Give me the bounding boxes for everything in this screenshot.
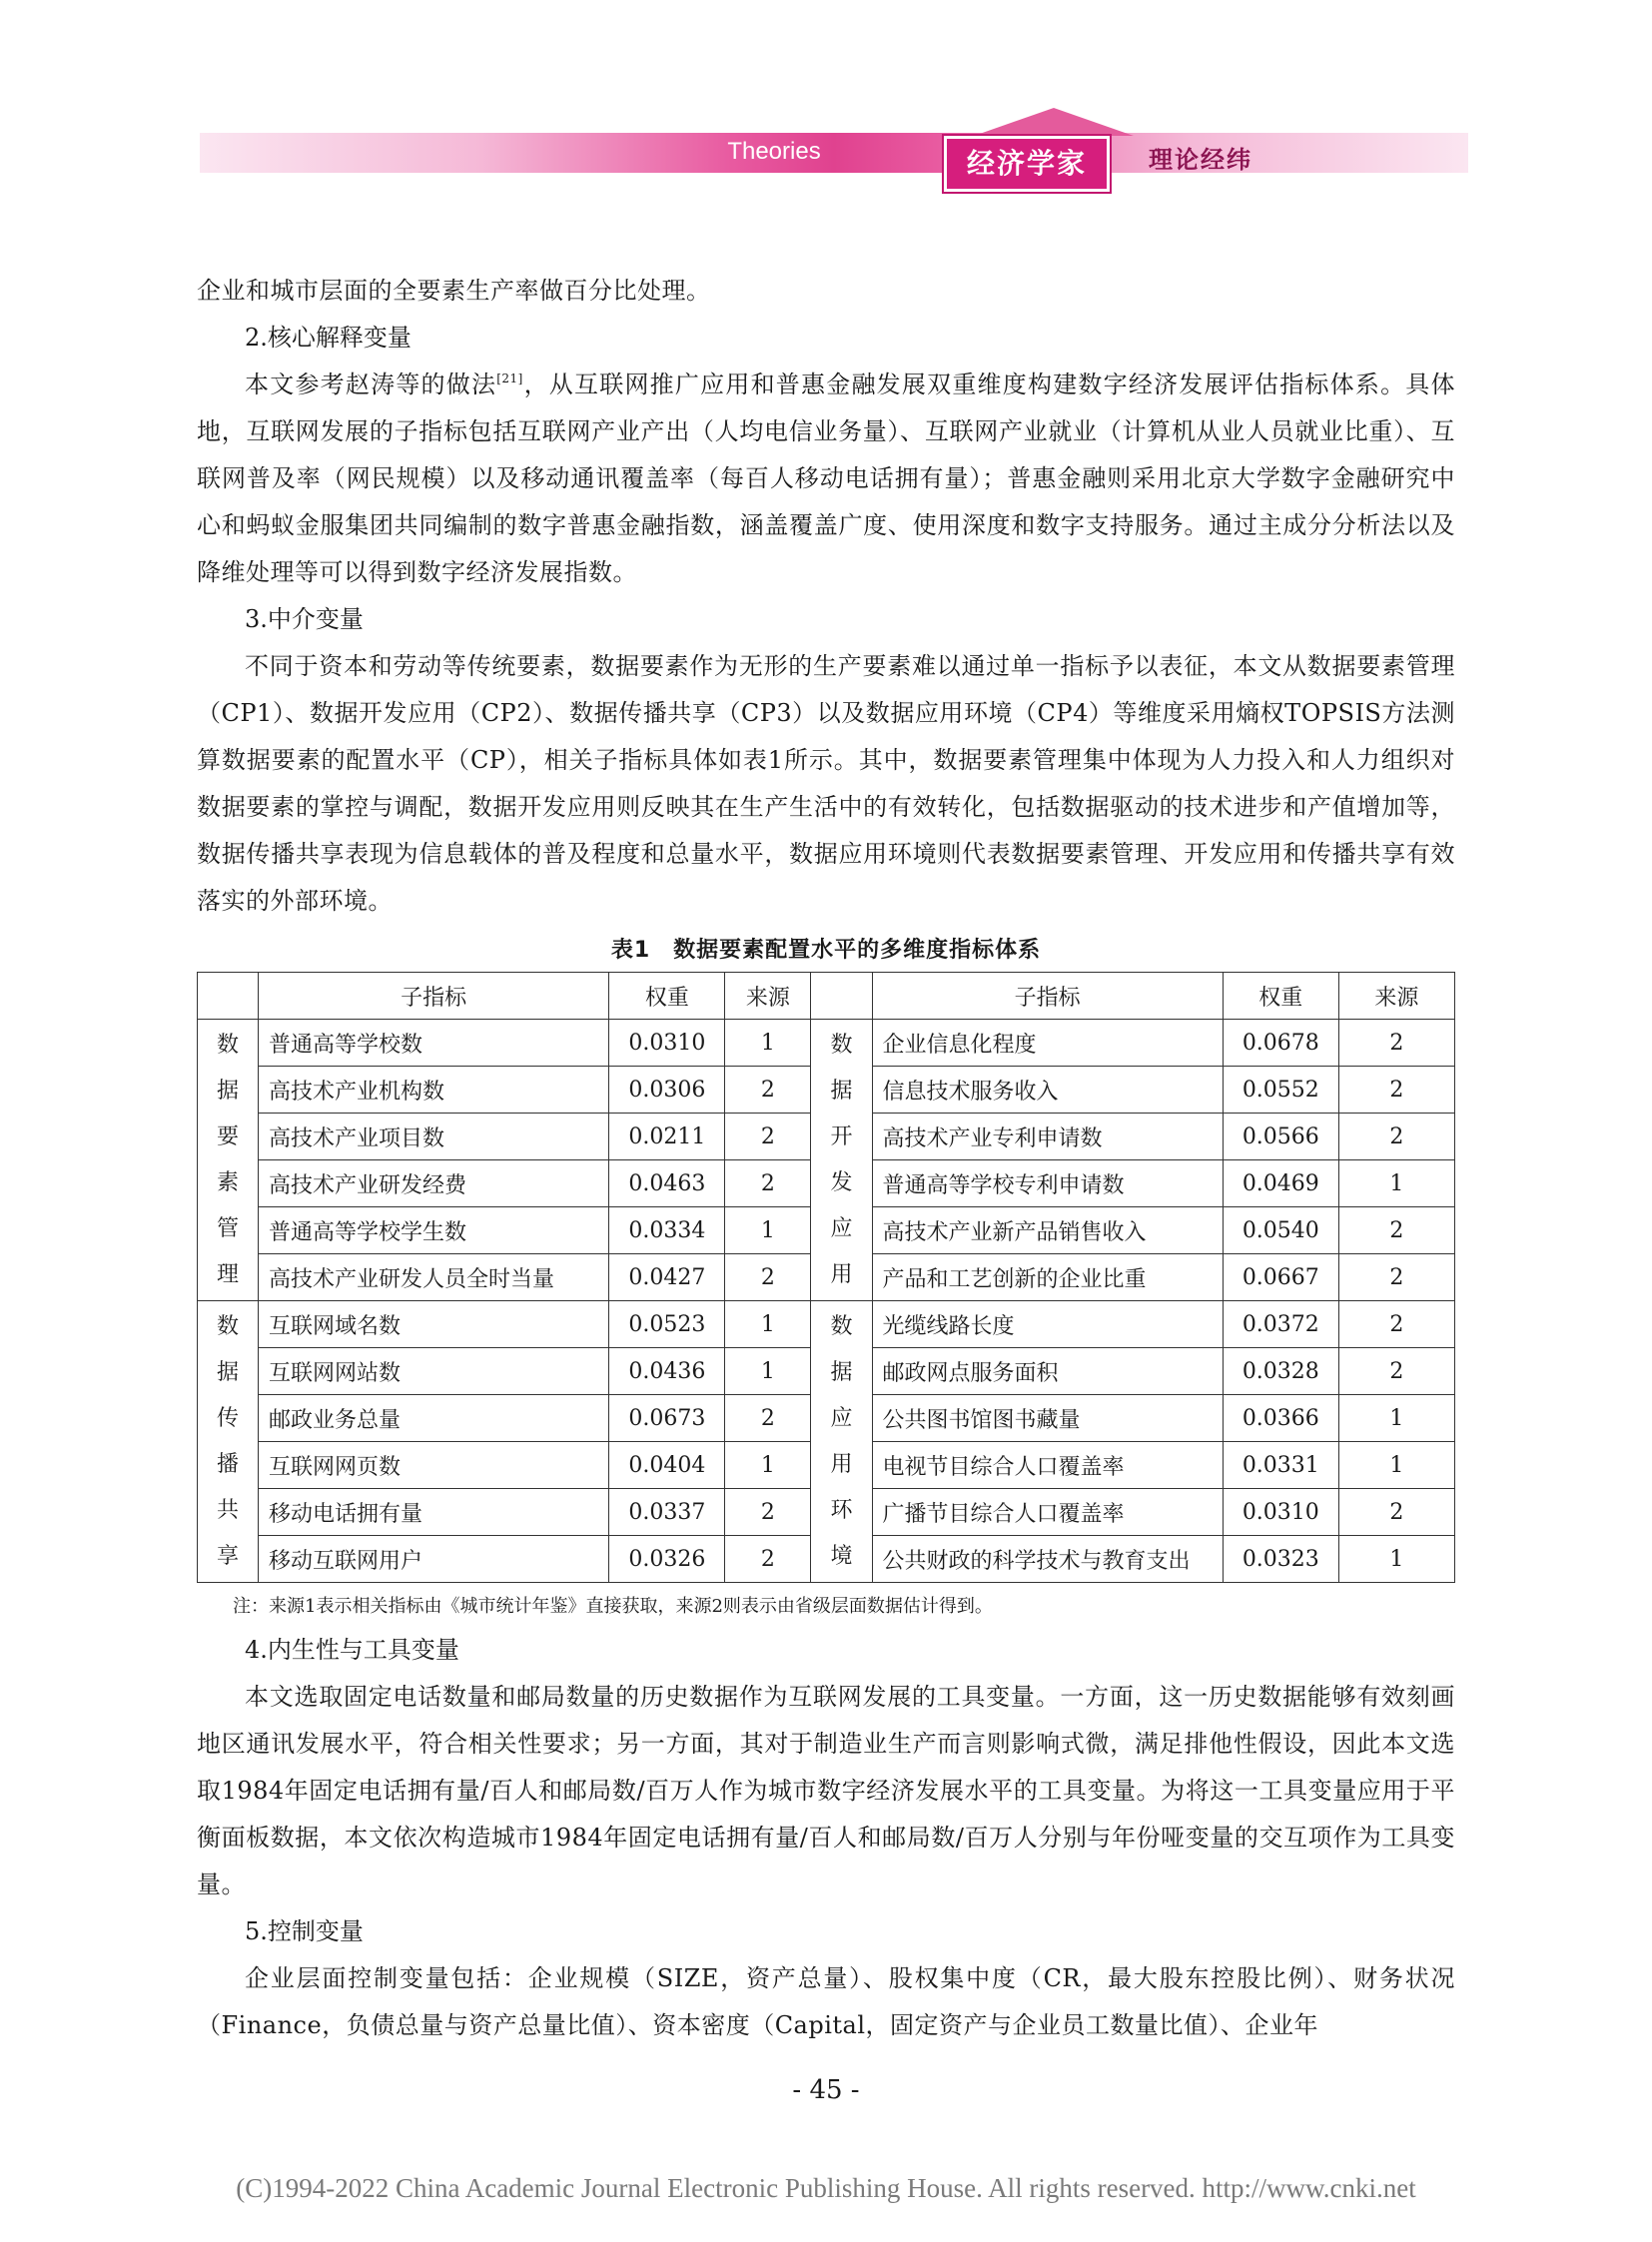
section-heading: 3.中介变量 [245, 605, 364, 633]
indicator-name-cell: 普通高等学校专利申请数 [872, 1160, 1223, 1207]
indicator-table [197, 972, 1455, 1583]
paragraph: 企业层面控制变量包括：企业规模（SIZE，资产总量）、股权集中度（CR，最大股东控股比例）、财务状况（Finance，负债总量与资产总量比值）、资本密度（Capital，固定资产与企业员工数量比值）、企业年 [197, 1964, 1455, 2039]
citation-ref: [21] [496, 372, 523, 385]
source-cell: 1 [1338, 1442, 1454, 1489]
source-cell: 1 [725, 1207, 811, 1254]
weight-cell: 0.0469 [1223, 1160, 1338, 1207]
source-cell: 1 [1338, 1160, 1454, 1207]
indicator-name-cell: 高技术产业机构数 [259, 1067, 609, 1114]
indicator-name-cell: 公共财政的科学技术与教育支出 [872, 1536, 1223, 1583]
group-label-char: 要 [217, 1123, 240, 1149]
indicator-name-cell: 互联网网站数 [259, 1348, 609, 1395]
weight-cell: 0.0540 [1223, 1207, 1338, 1254]
copyright-line: (C)1994-2022 China Academic Journal Electronic Publishing House. All rights reserved. http://www.cnki.net [236, 2173, 1416, 2203]
source-cell: 1 [725, 1442, 811, 1489]
group-label-char: 用 [830, 1261, 853, 1287]
weight-cell: 0.0404 [609, 1442, 725, 1489]
group-label-cell [198, 1301, 259, 1583]
group-label-char: 应 [830, 1215, 853, 1241]
group-label-char: 据 [830, 1078, 853, 1104]
source-cell: 2 [725, 1489, 811, 1536]
group-label-char: 据 [217, 1359, 240, 1385]
source-cell: 2 [725, 1536, 811, 1583]
group-label-char: 用 [830, 1451, 853, 1477]
source-cell: 2 [1338, 1067, 1454, 1114]
section-heading: 5.控制变量 [245, 1917, 364, 1945]
source-cell: 1 [725, 1020, 811, 1067]
weight-cell: 0.0310 [1223, 1489, 1338, 1536]
source-cell: 2 [1338, 1301, 1454, 1348]
weight-cell: 0.0678 [1223, 1020, 1338, 1067]
indicator-name-cell: 产品和工艺创新的企业比重 [872, 1254, 1223, 1301]
indicator-name-cell: 企业信息化程度 [872, 1020, 1223, 1067]
group-label-char: 数 [217, 1032, 240, 1058]
weight-cell: 0.0323 [1223, 1536, 1338, 1583]
source-cell: 2 [1338, 1114, 1454, 1160]
indicator-name-cell: 高技术产业项目数 [259, 1114, 609, 1160]
indicator-name-cell: 互联网域名数 [259, 1301, 609, 1348]
group-label-char: 境 [830, 1543, 853, 1569]
paragraph: 企业和城市层面的全要素生产率做百分比处理。 [197, 277, 711, 305]
group-label-char: 据 [830, 1359, 853, 1385]
table-note: 注：来源1表示相关指标由《城市统计年鉴》直接获取，来源2则表示由省级层面数据估计得到。 [233, 1596, 993, 1617]
paragraph-text: 本文参考赵涛等的做法 [245, 371, 497, 398]
source-cell: 2 [1338, 1489, 1454, 1536]
source-cell: 1 [1338, 1395, 1454, 1442]
indicator-name-cell: 高技术产业专利申请数 [872, 1114, 1223, 1160]
source-cell: 2 [725, 1254, 811, 1301]
source-cell: 1 [1338, 1536, 1454, 1583]
group-label-char: 应 [830, 1405, 853, 1431]
group-label-cell [811, 1020, 872, 1301]
group-label-char: 数 [217, 1313, 240, 1339]
weight-cell: 0.0523 [609, 1301, 725, 1348]
group-label-char: 数 [830, 1313, 853, 1339]
table-header-cell: 权重 [609, 973, 725, 1020]
weight-cell: 0.0463 [609, 1160, 725, 1207]
group-label-char: 开 [830, 1123, 853, 1149]
weight-cell: 0.0310 [609, 1020, 725, 1067]
weight-cell: 0.0673 [609, 1395, 725, 1442]
section-heading: 2.核心解释变量 [245, 324, 412, 352]
source-cell: 1 [725, 1301, 811, 1348]
table-header-cell [811, 973, 872, 1020]
indicator-name-cell: 光缆线路长度 [872, 1301, 1223, 1348]
weight-cell: 0.0552 [1223, 1067, 1338, 1114]
table-header-cell: 权重 [1223, 973, 1338, 1020]
indicator-name-cell: 互联网网页数 [259, 1442, 609, 1489]
weight-cell: 0.0306 [609, 1067, 725, 1114]
table-header-cell: 来源 [725, 973, 811, 1020]
column-title: 理论经纬 [1149, 146, 1252, 174]
group-label-char: 享 [217, 1543, 240, 1569]
indicator-name-cell: 公共图书馆图书藏量 [872, 1395, 1223, 1442]
source-cell: 1 [725, 1348, 811, 1395]
header-roof [974, 108, 1134, 136]
indicator-name-cell: 信息技术服务收入 [872, 1067, 1223, 1114]
journal-logo: 经济学家 [944, 136, 1110, 192]
weight-cell: 0.0372 [1223, 1301, 1338, 1348]
table-header-cell [198, 973, 259, 1020]
header-left-text: Theories [727, 138, 821, 165]
journal-header [200, 108, 1468, 198]
source-cell: 2 [725, 1067, 811, 1114]
group-label-char: 发 [830, 1169, 853, 1195]
weight-cell: 0.0566 [1223, 1114, 1338, 1160]
group-label-char: 数 [830, 1032, 853, 1058]
weight-cell: 0.0667 [1223, 1254, 1338, 1301]
group-label-char: 据 [217, 1078, 240, 1104]
table-body [198, 1020, 1455, 1583]
paragraph [197, 362, 1455, 596]
table-row [198, 1020, 1455, 1067]
weight-cell: 0.0326 [609, 1536, 725, 1583]
source-cell: 2 [1338, 1020, 1454, 1067]
source-cell: 2 [725, 1114, 811, 1160]
indicator-name-cell: 广播节目综合人口覆盖率 [872, 1489, 1223, 1536]
weight-cell: 0.0337 [609, 1489, 725, 1536]
weight-cell: 0.0328 [1223, 1348, 1338, 1395]
paragraph-text: ，从互联网推广应用和普惠金融发展双重维度构建数字经济发展评估指标体系。具体地，互联网发展的子指标包括互联网产业产出（人均电信业务量）、互联网产业就业（计算机从业人员就业比重）、互联网普及率（网民规模）以及移动通讯覆盖率（每百人移动电话拥有量）；普惠金融则采用北京大学数字金融研究中心和蚂蚁金服集团共同编制的数字普惠金融指数，涵盖覆盖广度、使用深度和数字支持服务。通过主成分分析法以及降维处理等可以得到数字经济发展指数。 [197, 371, 1456, 586]
source-cell: 2 [725, 1395, 811, 1442]
source-cell: 2 [1338, 1207, 1454, 1254]
indicator-name-cell: 高技术产业新产品销售收入 [872, 1207, 1223, 1254]
table-header-cell: 来源 [1338, 973, 1454, 1020]
table-header-cell: 子指标 [259, 973, 609, 1020]
group-label-cell [198, 1020, 259, 1301]
indicator-name-cell: 移动电话拥有量 [259, 1489, 609, 1536]
paragraph: 本文选取固定电话数量和邮局数量的历史数据作为互联网发展的工具变量。一方面，这一历史数据能够有效刻画地区通讯发展水平，符合相关性要求；另一方面，其对于制造业生产而言则影响式微，满足排他性假设，因此本文选取1984年固定电话拥有量/百人和邮局数/百万人作为城市数字经济发展水平的工具变量。为将这一工具变量应用于平衡面板数据，本文依次构造城市1984年固定电话拥有量/百人和邮局数/百万人分别与年份哑变量的交互项作为工具变量。 [197, 1683, 1455, 1898]
table-caption: 表1 数据要素配置水平的多维度指标体系 [610, 938, 1042, 963]
section-heading: 4.内生性与工具变量 [245, 1636, 459, 1664]
indicator-name-cell: 移动互联网用户 [259, 1536, 609, 1583]
group-label-char: 传 [217, 1405, 240, 1431]
indicator-name-cell: 高技术产业研发经费 [259, 1160, 609, 1207]
group-label-char: 管 [217, 1215, 240, 1241]
paragraph: 不同于资本和劳动等传统要素，数据要素作为无形的生产要素难以通过单一指标予以表征，本文从数据要素管理（CP1）、数据开发应用（CP2）、数据传播共享（CP3）以及数据应用环境（CP4）等维度采用熵权TOPSIS方法测算数据要素的配置水平（CP），相关子指标具体如表1所示。其中，数据要素管理集中体现为人力投入和人力组织对数据要素的掌控与调配，数据开发应用则反映其在生产生活中的有效转化，包括数据驱动的技术进步和产值增加等，数据传播共享表现为信息载体的普及程度和总量水平，数据应用环境则代表数据要素管理、开发应用和传播共享有效落实的外部环境。 [197, 652, 1455, 915]
group-label-char: 理 [217, 1261, 240, 1287]
indicator-name-cell: 普通高等学校学生数 [259, 1207, 609, 1254]
indicator-name-cell: 邮政业务总量 [259, 1395, 609, 1442]
source-cell: 2 [725, 1160, 811, 1207]
weight-cell: 0.0427 [609, 1254, 725, 1301]
weight-cell: 0.0436 [609, 1348, 725, 1395]
group-label-char: 播 [217, 1451, 240, 1477]
indicator-name-cell: 高技术产业研发人员全时当量 [259, 1254, 609, 1301]
weight-cell: 0.0366 [1223, 1395, 1338, 1442]
source-cell: 2 [1338, 1254, 1454, 1301]
article-body [197, 268, 1455, 2049]
weight-cell: 0.0211 [609, 1114, 725, 1160]
table-row [198, 1301, 1455, 1348]
group-label-cell [811, 1301, 872, 1583]
indicator-name-cell: 电视节目综合人口覆盖率 [872, 1442, 1223, 1489]
source-cell: 2 [1338, 1348, 1454, 1395]
page-number: - 45 - [792, 2075, 860, 2105]
group-label-char: 素 [217, 1169, 240, 1195]
weight-cell: 0.0331 [1223, 1442, 1338, 1489]
group-label-char: 环 [830, 1497, 853, 1523]
table-header-row [198, 973, 1455, 1020]
weight-cell: 0.0334 [609, 1207, 725, 1254]
indicator-name-cell: 普通高等学校数 [259, 1020, 609, 1067]
table-header-cell: 子指标 [872, 973, 1223, 1020]
indicator-name-cell: 邮政网点服务面积 [872, 1348, 1223, 1395]
group-label-char: 共 [217, 1497, 240, 1523]
